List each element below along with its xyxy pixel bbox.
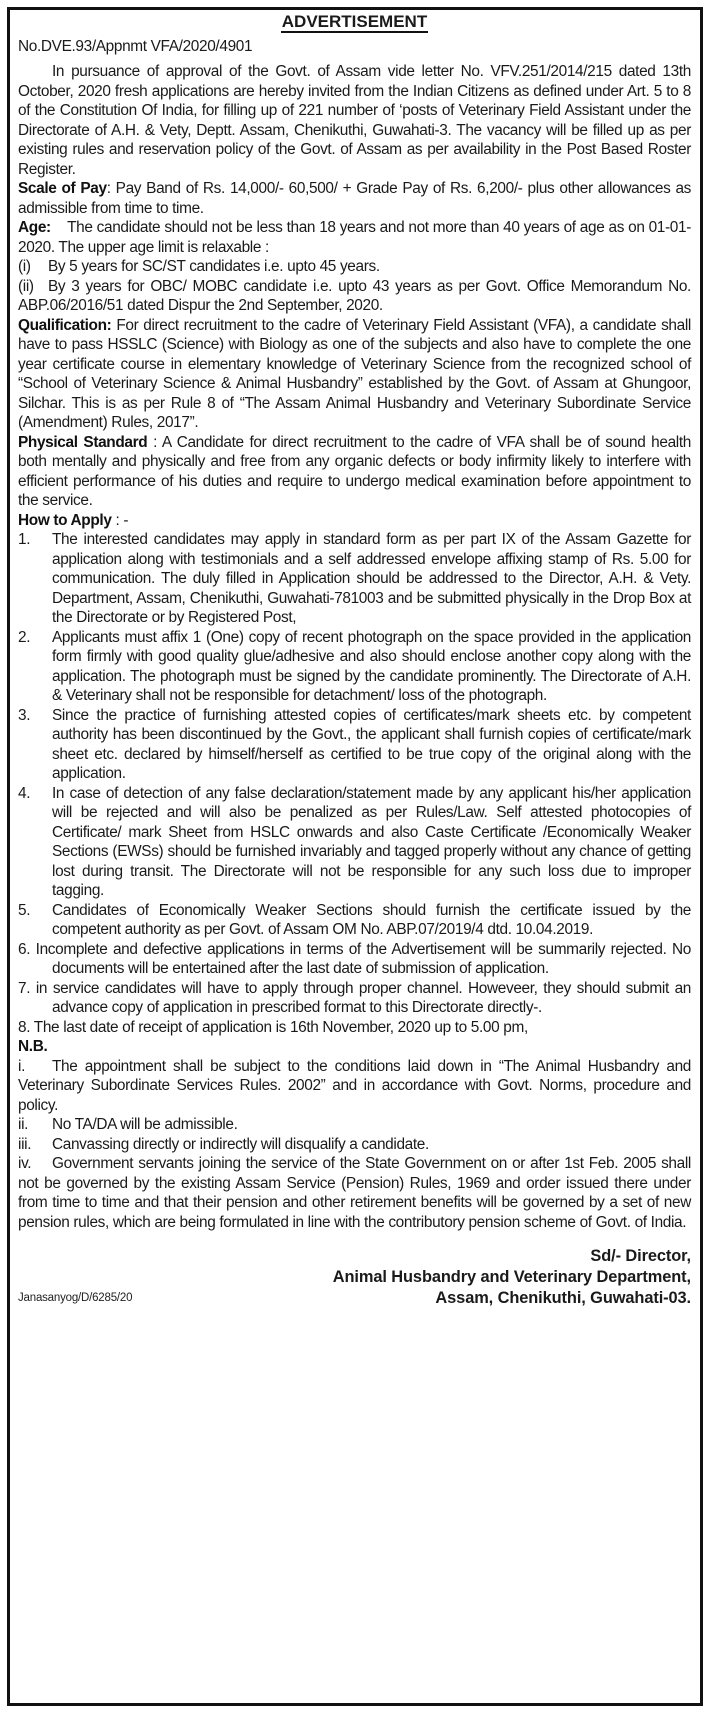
list-text: Incomplete and defective applications in terms of the Advertisement will be summarily rejected. No documents will be entertained after the last date of submission of application.: [35, 940, 691, 977]
list-marker: iii.: [18, 1135, 32, 1153]
nb-item: [18, 1135, 691, 1155]
advertisement-frame: [7, 7, 703, 1706]
age-section: [18, 218, 691, 257]
age-text: The candidate should not be less than 18 years and not more than 40 years of age as on 01-01-2020. The upper age limit is relaxable :: [18, 219, 691, 256]
nb-heading: [18, 1037, 691, 1057]
list-text: Government servants joining the service of the State Government on or after 1st Feb. 2005 shall not be governed by the existing Assam Service (Pension) Rules, 1969 and order issued there under from time to time and that their pension and other retirement benefits will be governed by a set of new pension rules, which are being formulated in line with the contributory pension scheme of Govt. of India.: [18, 1155, 691, 1231]
apply-item: [18, 940, 691, 979]
age-label: Age:: [18, 219, 51, 236]
scale-of-pay-label: Scale of Pay: [18, 180, 107, 197]
list-marker: (i): [18, 258, 31, 275]
list-text: in service candidates will have to apply through proper channel. Howeveer, they should submit an advance copy of application in prescribed format to this Directorate directly-.: [35, 979, 691, 1016]
advertisement-body: [18, 10, 691, 1309]
scale-of-pay: [18, 179, 691, 218]
physical-standard-text: : A Candidate for direct recruitment to the cadre of VFA shall be of sound health both mentally and physically and free from any organic defects or body infirmity likely to interfere with efficient performance of his duties and require to undergo medical examination before appointment to the service.: [18, 433, 691, 509]
list-text: By 5 years for SC/ST candidates i.e. upto 45 years.: [48, 258, 380, 275]
nb-item: [18, 1115, 691, 1135]
apply-item: [18, 1018, 691, 1038]
list-marker: ii.: [18, 1116, 29, 1133]
signature-line-2: Animal Husbandry and Veterinary Department,: [332, 1268, 691, 1286]
list-text: The last date of receipt of application is 16th November, 2020 up to 5.00 pm,: [33, 1018, 528, 1036]
list-marker: iv.: [18, 1155, 32, 1172]
list-text: In case of detection of any false declaration/statement made by any applicant his/her application will be rejected and will also be penalized as per Rules/Law. Self attested photocopies of Certificate/ mark Sheet from HSLC onwards and also Caste Certificate /Economically Weaker Sections (EWSs) should be furnished invariably and tagged properly without any chance of getting lost during transit. The Directorate will not be responsible for any such loss due to improper tagging.: [52, 784, 691, 899]
apply-item: [18, 706, 691, 784]
apply-item: [18, 784, 691, 901]
apply-item: [18, 530, 691, 628]
signature-line-3: Assam, Chenikuthi, Guwahati-03.: [435, 1289, 691, 1307]
list-marker: 6.: [18, 940, 31, 958]
intro-paragraph: In pursuance of approval of the Govt. of Assam vide letter No. VFV.251/2014/215 dated 13th October, 2020 fresh applications are hereby invited from the Indian Citizens as defined under Art. 5 to 8 of the Constitution Of India, for filling up of 221 number of ‘posts of Veterinary Field Assistant under the Directorate of A.H. & Vety, Deptt. Assam, Chenikuthi, Guwahati-3. The vacancy will be filled up as per existing rules and reservation policy of the Govt. of Assam as per availability in the Post Based Roster Register.: [18, 63, 691, 178]
list-text: Canvassing directly or indirectly will disqualify a candidate.: [52, 1135, 429, 1153]
nb-item: [18, 1154, 691, 1232]
apply-item: [18, 901, 691, 940]
list-marker: i.: [18, 1057, 25, 1075]
nb-label: N.B.: [18, 1038, 48, 1055]
list-marker: 5.: [18, 901, 31, 919]
list-marker: 7.: [18, 979, 31, 997]
how-to-apply-label: How to Apply: [18, 511, 112, 529]
qualification-section: [18, 316, 691, 433]
title-text: ADVERTISEMENT: [281, 12, 428, 31]
release-code: Janasanyog/D/6285/20: [18, 1292, 133, 1304]
age-relaxation-item: [18, 257, 691, 277]
list-marker: 1.: [18, 531, 31, 548]
qualification-text: For direct recruitment to the cadre of Veterinary Field Assistant (VFA), a candidate shall have to pass HSSLC (Science) with Biology as one of the subjects and also have to complete the one year certificate course in elementary knowledge of Veterinary Science from the recognized school of “School of Veterinary Science & Animal Husbandry” established by the Govt. of Assam at Ghungoor, Silchar. This is as per Rule 8 of “The Assam Animal Husbandry and Veterinary Subordinate Service (Amendment) Rules, 2017”.: [18, 316, 691, 431]
reference-number: No.DVE.93/Appnmt VFA/2020/4901: [18, 38, 253, 55]
how-to-apply-suffix: : -: [115, 511, 129, 529]
page-title: [18, 11, 691, 33]
list-marker: (ii): [18, 277, 34, 295]
physical-standard-label: Physical Standard: [18, 433, 148, 451]
list-text: Applicants must affix 1 (One) copy of recent photograph on the space provided in the application form firmly with good quality glue/adhesive and also should enclose another copy along with the application. The photograph must be signed by the candidate prominently. The Directorate of A.H. & Veterinary shall not be responsible for detachment/ loss of the photograph.: [52, 628, 691, 704]
signature-block: [18, 1246, 691, 1309]
list-text: The interested candidates may apply in standard form as per part IX of the Assam Gazette for application along with testimonials and a self addressed envelope affixing stamp of Rs. 5.00 for communication. The duly filled in Application should be addressed to the Director, A.H. & Vety. Department, Assam, Chenikuthi, Guwahati-781003 and be submitted physically in the Drop Box at the Directorate or by Registered Post,: [52, 531, 691, 626]
list-marker: 2.: [18, 628, 31, 646]
nb-item: [18, 1057, 691, 1116]
list-text: Since the practice of furnishing attested copies of certificates/mark sheets etc. by competent authority has been discontinued by the Govt., the applicant shall furnish copies of certificate/mark sheet etc. declared by himself/herself as certified to be true copy of the original along with the application.: [52, 706, 691, 782]
list-marker: 3.: [18, 706, 31, 724]
physical-standard-section: [18, 433, 691, 511]
list-text: The appointment shall be subject to the conditions laid down in “The Animal Husbandry and Veterinary Subordinate Services Rules. 2002” and in accordance with Govt. Norms, procedure and policy.: [18, 1057, 691, 1114]
apply-item: [18, 979, 691, 1018]
list-text: By 3 years for OBC/ MOBC candidate i.e. upto 43 years as per Govt. Office Memorandum No. ABP.06/2016/51 dated Dispur the 2nd September, 2020.: [18, 277, 691, 314]
apply-item: [18, 628, 691, 706]
list-text: No TA/DA will be admissible.: [52, 1116, 238, 1133]
list-marker: 8.: [18, 1018, 31, 1036]
age-relaxation-item: [18, 277, 691, 316]
qualification-label: Qualification:: [18, 316, 112, 334]
list-marker: 4.: [18, 784, 31, 802]
scale-of-pay-text: : Pay Band of Rs. 14,000/- 60,500/ + Grade Pay of Rs. 6,200/- plus other allowances as admissible from time to time.: [18, 180, 692, 217]
how-to-apply-heading: [18, 511, 691, 531]
signature-line-1: Sd/- Director,: [590, 1247, 691, 1265]
list-text: Candidates of Economically Weaker Sections should furnish the certificate issued by the competent authority as per Govt. of Assam OM No. ABP.07/2019/4 dtd. 10.04.2019.: [52, 901, 691, 938]
